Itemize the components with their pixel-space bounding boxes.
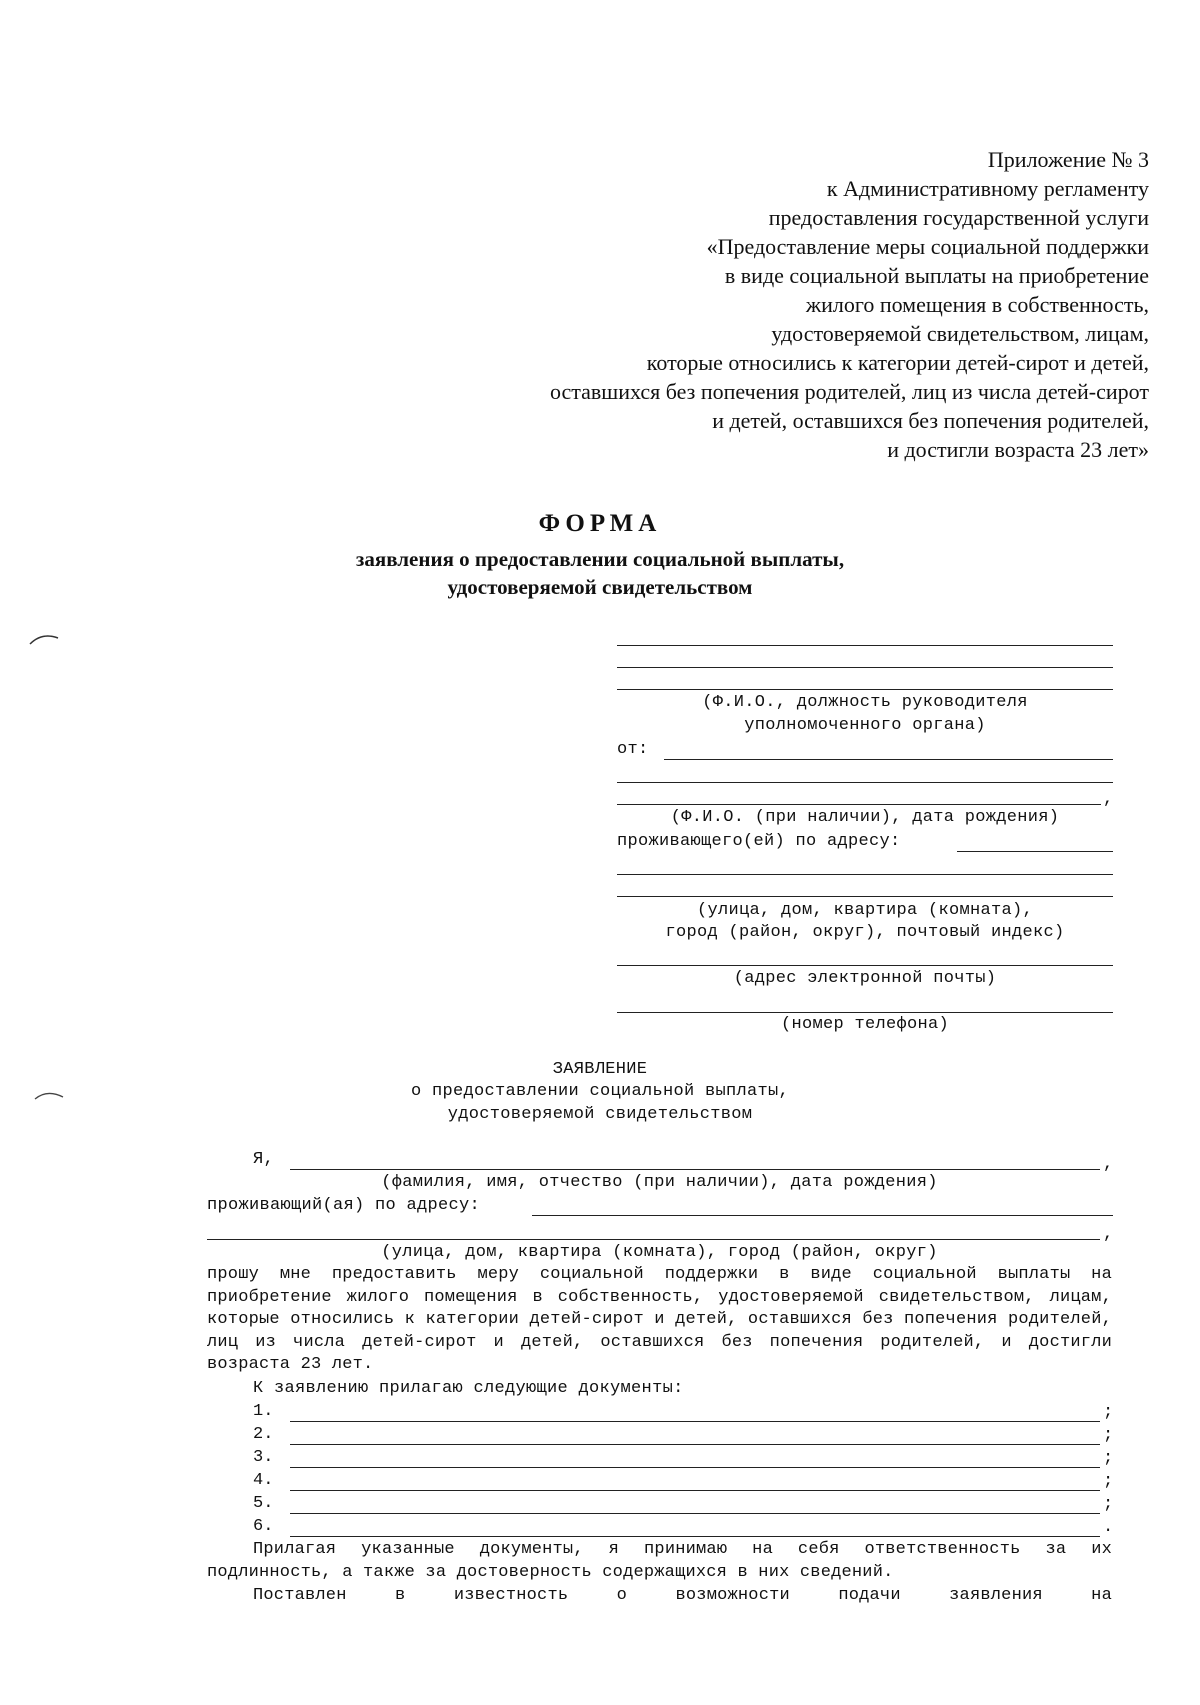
doc-number: 1. [253,1402,274,1421]
head-fill-line-2[interactable] [617,667,1113,668]
responsibility-paragraph: Прилагая указанные документы, я принимаю на себя ответственность за их подлинность, а также за достоверность содержащихся в них сведений. [207,1540,1112,1582]
appendix-line: Приложение № 3 [987,147,1149,172]
appendix-line: оставшихся без попечения родителей, лиц из числа детей-сирот [549,379,1149,404]
doc-fill-line[interactable] [290,1467,1100,1468]
address-fill-line-3[interactable] [617,896,1113,897]
appendix-line: которые относились к категории детей-сирот и детей, [646,350,1149,375]
address-fill-line-2[interactable] [617,874,1113,875]
doc-number: 4. [253,1471,274,1490]
name-caption: (фамилия, имя, отчество (при наличии), дата рождения) [381,1173,938,1192]
doc-end-mark: ; [1103,1403,1114,1422]
appendix-line: жилого помещения в собственность, [805,292,1149,317]
doc-end-mark: ; [1103,1449,1114,1468]
comma: , [1103,1225,1114,1244]
appendix-line: и детей, оставшихся без попечения родителей, [712,408,1149,433]
doc-end-mark: ; [1103,1426,1114,1445]
attach-label: К заявлению прилагаю следующие документы: [253,1379,684,1398]
head-fill-line-1[interactable] [617,645,1113,646]
applicant-fill-line-2[interactable] [617,782,1113,783]
address-fill-line-2[interactable] [207,1239,1100,1240]
head-caption: (Ф.И.О., должность руководителя [702,693,1028,712]
appendix-line: к Административному регламенту [826,176,1149,201]
address-caption: (улица, дом, квартира (комната), город (район, округ) [381,1243,938,1262]
doc-number: 3. [253,1448,274,1467]
scan-mark-1 [28,628,62,648]
appendix-line: предоставления государственной услуги [768,205,1149,230]
form-title: ФОРМА [538,510,662,537]
doc-fill-line[interactable] [290,1513,1100,1514]
doc-fill-line[interactable] [290,1490,1100,1491]
form-subtitle-line: заявления о предоставлении социальной выплаты, [355,547,845,571]
comma: , [1103,1155,1114,1174]
email-caption: (адрес электронной почты) [733,969,997,988]
doc-fill-line[interactable] [290,1536,1100,1537]
doc-number: 2. [253,1425,274,1444]
name-fill-line[interactable] [290,1169,1100,1170]
form-subtitle [0,545,1200,601]
email-fill-line[interactable] [617,965,1113,966]
doc-fill-line[interactable] [290,1444,1100,1445]
appendix-header [429,145,1149,464]
address-caption: (улица, дом, квартира (комната), [696,901,1034,920]
appendix-line: и достигли возраста 23 лет» [887,437,1149,462]
statement-subtitle: удостоверяемой свидетельством [447,1105,753,1124]
notice-paragraph: Поставлен в известность о возможности подачи заявления на [253,1586,1112,1605]
doc-number: 6. [253,1517,274,1536]
doc-end-mark: . [1103,1518,1114,1537]
from-label: от: [617,740,649,759]
statement-title: ЗАЯВЛЕНИЕ [552,1060,648,1079]
comma: , [1103,790,1114,809]
appendix-line: «Предоставление меры социальной поддержки [706,234,1149,259]
residing-fill-line[interactable] [957,851,1113,852]
i-label: Я, [253,1150,275,1169]
residing-label: проживающий(ая) по адресу: [207,1196,481,1215]
form-subtitle-line: удостоверяемой свидетельством [447,575,753,599]
doc-end-mark: ; [1103,1495,1114,1514]
residing-label: проживающего(ей) по адресу: [617,832,901,851]
head-fill-line-3[interactable] [617,689,1113,690]
doc-number: 5. [253,1494,274,1513]
applicant-fill-line-3[interactable] [617,804,1101,805]
request-paragraph: прошу мне предоставить меру социальной поддержки в виде социальной выплаты на приобретение жилого помещения в собственность, удостоверяемой свидетельством, лицам, которые относились к категории детей-сирот и детей, оставшихся без попечения родителей, лиц из числа детей-сирот и детей, оставшихся без попечения родителей, и достигли возраста 23 лет. [207,1265,1112,1374]
doc-end-mark: ; [1103,1472,1114,1491]
address-fill-line[interactable] [532,1215,1113,1216]
doc-fill-line[interactable] [290,1421,1100,1422]
phone-fill-line[interactable] [617,1012,1113,1013]
applicant-caption: (Ф.И.О. (при наличии), дата рождения) [670,808,1060,827]
statement-subtitle: о предоставлении социальной выплаты, [410,1082,790,1101]
head-caption: уполномоченного органа) [744,716,986,735]
phone-caption: (номер телефона) [780,1015,950,1034]
appendix-line: в виде социальной выплаты на приобретение [724,263,1149,288]
appendix-line: удостоверяемой свидетельством, лицам, [771,321,1149,346]
from-fill-line[interactable] [664,759,1113,760]
address-caption: город (район, округ), почтовый индекс) [665,923,1065,942]
